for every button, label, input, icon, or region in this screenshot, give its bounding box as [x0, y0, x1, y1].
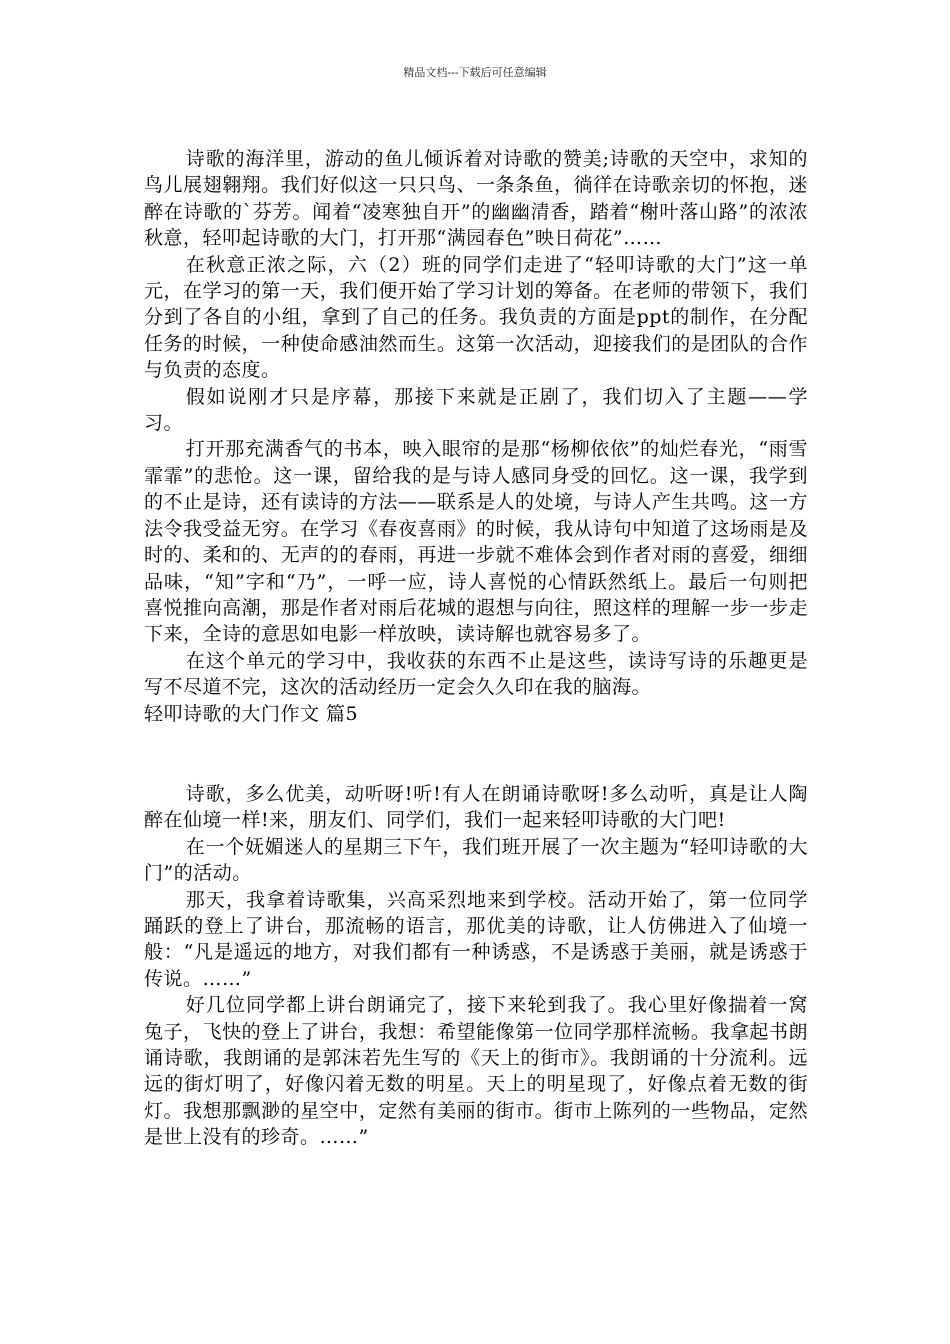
- section-gap: [144, 727, 808, 781]
- page-header: 精品文档---下载后可任意编辑: [403, 66, 547, 79]
- section-title: 轻叩诗歌的大门作文 篇5: [144, 702, 359, 725]
- paragraph: 好几位同学都上讲台朗诵完了，接下来轮到我了。我心里好像揣着一窝兔子，飞快的登上了讲台，我想：希望能像第一位同学那样流畅。我拿起书朗诵诗歌，我朗诵的是郭沫若先生写的《天上的街市》。我朗诵的十分流利。远远的街灯明了，好像闪着无数的明星。天上的明星现了，好像点着无数的街灯。我想那飘渺的星空中，定然有美丽的街市。街市上陈列的一些物品，定然是世上没有的珍奇。……”: [144, 994, 808, 1149]
- paragraph: 在秋意正浓之际，六（2）班的同学们走进了“轻叩诗歌的大门”这一单元，在学习的第一天，我们便开始了学习计划的筹备。在老师的带领下，我们分到了各自的小组，拿到了自己的任务。我负责的方面是ppt的制作，在分配任务的时候，一种使命感油然而生。这第一次活动，迎接我们的是团队的合作与负责的态度。: [144, 253, 808, 382]
- paragraph: 在这个单元的学习中，我收获的东西不止是这些，读诗写诗的乐趣更是写不尽道不完，这次的活动经历一定会久久印在我的脑海。: [144, 649, 808, 699]
- paragraph: 在一个妩媚迷人的星期三下午，我们班开展了一次主题为“轻叩诗歌的大门”的活动。: [144, 835, 808, 885]
- paragraph: 那天，我拿着诗歌集，兴高采烈地来到学校。活动开始了，第一位同学踊跃的登上了讲台，那流畅的语言，那优美的诗歌，让人仿佛进入了仙境一般：“凡是遥远的地方，对我们都有一种诱惑，不是诱惑于美丽，就是诱惑于传说。……”: [144, 888, 808, 990]
- paragraph: 假如说刚才只是序幕，那接下来就是正剧了，我们切入了主题——学习。: [144, 385, 808, 435]
- paragraph: 诗歌，多么优美，动听呀!听!有人在朗诵诗歌呀!多么动听，真是让人陶醉在仙境一样!来，朋友们、同学们，我们一起来轻叩诗歌的大门吧!: [144, 782, 808, 832]
- document-body: [144, 146, 808, 1151]
- paragraph: 诗歌的海洋里，游动的鱼儿倾诉着对诗歌的赞美;诗歌的天空中，求知的鸟儿展翅翱翔。我们好似这一只只鸟、一条条鱼，徜徉在诗歌亲切的怀抱，迷醉在诗歌的`芬芳。闻着“凌寒独自开”的幽幽清香，踏着“榭叶落山路”的浓浓秋意，轻叩起诗歌的大门，打开那“满园春色”映日荷花”……: [144, 148, 808, 250]
- paragraph: 打开那充满香气的书本，映入眼帘的是那“杨柳依依”的灿烂春光，“雨雪霏霏”的悲怆。这一课，留给我的是与诗人感同身受的回忆。这一课，我学到的不止是诗，还有读诗的方法——联系是人的处境，与诗人产生共鸣。这一方法令我受益无穷。在学习《春夜喜雨》的时候，我从诗句中知道了这场雨是及时的、柔和的、无声的的春雨，再进一步就不难体会到作者对雨的喜爱，细细品味，“知”字和“乃”，一呼一应，诗人喜悦的心情跃然纸上。最后一句则把喜悦推向高潮，那是作者对雨后花城的遐想与向往，照这样的理解一步一步走下来，全诗的意思如电影一样放映，读诗解也就容易多了。: [144, 438, 808, 646]
